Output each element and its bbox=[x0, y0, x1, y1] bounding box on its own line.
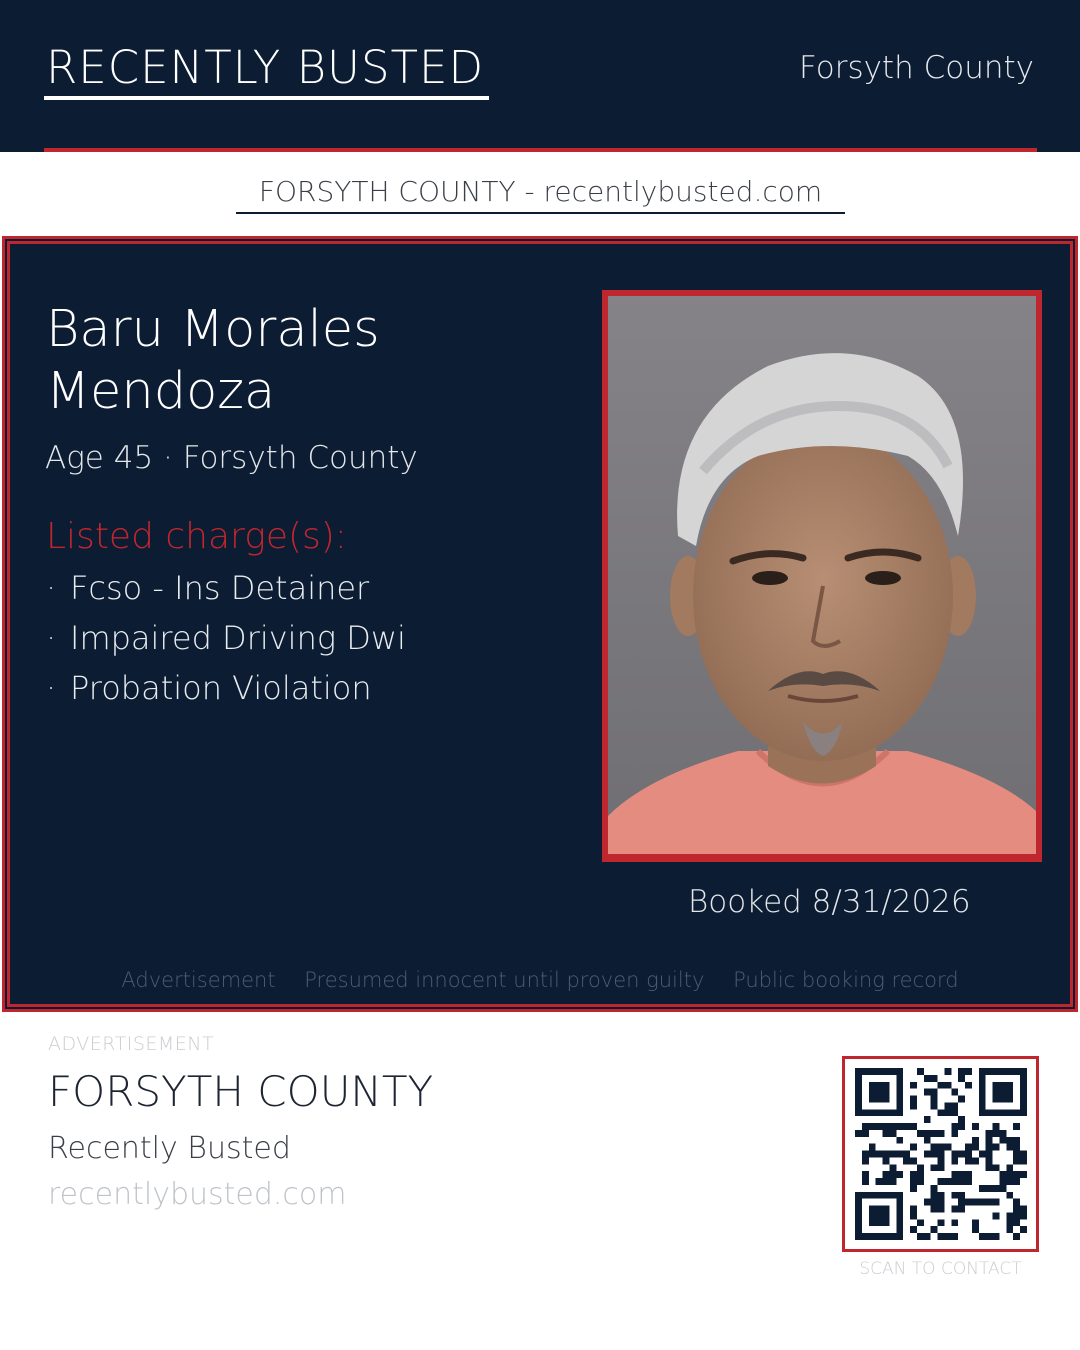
disclaimer-advertisement: Advertisement bbox=[121, 968, 276, 992]
person-name-line-2: Mendoza bbox=[46, 362, 276, 421]
charges-heading: Listed charge(s): bbox=[46, 516, 347, 557]
scan-to-contact-label: SCAN TO CONTACT bbox=[859, 1259, 1022, 1279]
qr-code-icon[interactable] bbox=[855, 1068, 1027, 1240]
ad-county-title: FORSYTH COUNTY bbox=[48, 1067, 434, 1116]
charge-item bbox=[46, 616, 406, 660]
ad-label: ADVERTISEMENT bbox=[48, 1033, 215, 1055]
disclaimer-row bbox=[0, 966, 1080, 994]
mugshot-photo[interactable] bbox=[608, 296, 1036, 854]
brand-underline bbox=[44, 96, 489, 100]
bullet-icon: · bbox=[46, 619, 57, 657]
charge-item bbox=[46, 566, 369, 610]
portrait-illustration bbox=[608, 296, 1036, 854]
person-name-line-1: Baru Morales bbox=[46, 300, 380, 359]
bullet-icon: · bbox=[46, 669, 57, 707]
ad-url-link[interactable]: recentlybusted.com bbox=[48, 1177, 347, 1212]
ad-brand: Recently Busted bbox=[48, 1131, 291, 1166]
header-divider bbox=[44, 148, 1037, 152]
charge-text: Fcso - Ins Detainer bbox=[70, 569, 370, 607]
bullet-icon: · bbox=[46, 569, 57, 607]
header-county: Forsyth County bbox=[799, 50, 1034, 86]
subtitle-underline bbox=[236, 212, 845, 214]
charge-item bbox=[46, 666, 372, 710]
disclaimer-public-record: Public booking record bbox=[733, 968, 959, 992]
brand-title[interactable]: RECENTLY BUSTED bbox=[46, 41, 485, 94]
charge-text: Impaired Driving Dwi bbox=[70, 619, 406, 657]
disclaimer-presumed-innocent: Presumed innocent until proven guilty bbox=[304, 968, 705, 992]
subtitle-link[interactable]: FORSYTH COUNTY - recentlybusted.com bbox=[258, 175, 823, 208]
charge-text: Probation Violation bbox=[70, 669, 372, 707]
booking-date: Booked 8/31/2026 bbox=[688, 884, 971, 920]
person-meta: Age 45 · Forsyth County bbox=[45, 440, 418, 476]
